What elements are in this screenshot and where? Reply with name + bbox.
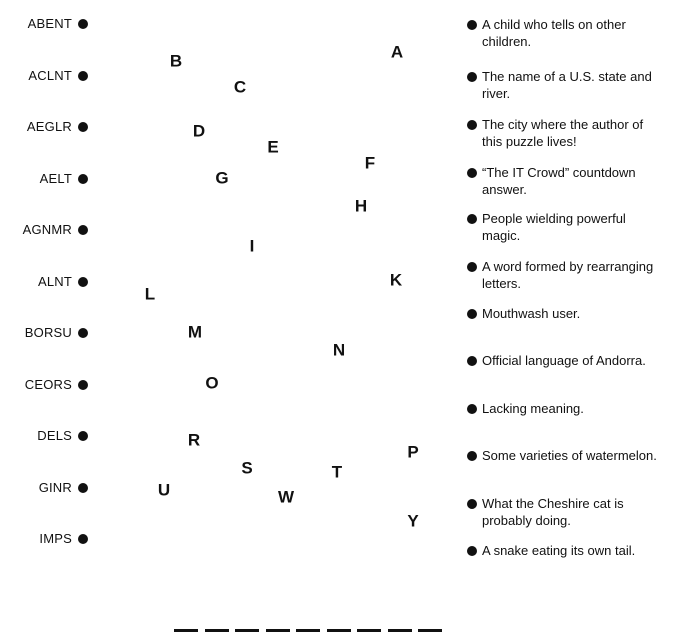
center-letter[interactable]: H <box>354 196 368 216</box>
center-letter[interactable]: Y <box>407 511 419 531</box>
connect-dot[interactable] <box>467 20 477 30</box>
center-letter[interactable]: G <box>215 168 229 188</box>
connect-dot[interactable] <box>78 380 88 390</box>
left-word-label: IMPS <box>39 531 72 546</box>
center-letter[interactable]: I <box>249 236 255 256</box>
answer-blank[interactable] <box>205 629 229 632</box>
connect-dot[interactable] <box>467 546 477 556</box>
left-word-item[interactable] <box>0 66 88 86</box>
clue-text: “The IT Crowd” countdown answer. <box>482 165 636 197</box>
left-word-item[interactable] <box>0 14 88 34</box>
connect-dot[interactable] <box>78 174 88 184</box>
connect-dot[interactable] <box>467 72 477 82</box>
left-word-label: AGNMR <box>22 222 72 237</box>
left-word-item[interactable] <box>0 529 88 549</box>
center-letter[interactable]: F <box>364 153 376 173</box>
left-word-label: GINR <box>38 479 72 495</box>
clue-text: The city where the author of this puzzle lives! <box>482 117 644 149</box>
left-word-label: CEORS <box>24 376 72 392</box>
clue-text: A child who tells on other children. <box>482 17 626 49</box>
clue-text: People wielding powerful magic. <box>482 211 626 243</box>
clue-text: A word formed by rearranging letters. <box>482 259 654 291</box>
answer-blank[interactable] <box>357 629 381 632</box>
left-word-label: ACLNT <box>28 67 72 83</box>
left-word-item[interactable] <box>0 426 88 446</box>
center-letter[interactable]: P <box>407 442 419 462</box>
answer-blank[interactable] <box>266 629 290 632</box>
center-letter[interactable]: C <box>233 77 247 97</box>
left-word-item[interactable] <box>0 375 88 395</box>
center-letter[interactable]: B <box>169 51 183 71</box>
center-letter[interactable]: K <box>389 270 403 290</box>
answer-blank[interactable] <box>327 629 351 632</box>
connect-dot[interactable] <box>467 404 477 414</box>
connect-dot[interactable] <box>78 225 88 235</box>
left-word-label: AELT <box>39 170 72 186</box>
left-word-label: AEGLR <box>26 119 72 134</box>
answer-blank[interactable] <box>235 629 259 632</box>
connect-dot[interactable] <box>467 309 477 319</box>
connect-dot[interactable] <box>78 431 88 441</box>
connect-dot[interactable] <box>467 214 477 224</box>
clue-text: Official language of Andorra. <box>482 353 646 368</box>
connect-dot[interactable] <box>467 356 477 366</box>
connect-dot[interactable] <box>78 534 88 544</box>
connect-dot[interactable] <box>78 483 88 493</box>
connect-dot[interactable] <box>467 499 477 509</box>
answer-blank[interactable] <box>296 629 320 632</box>
clue-text: Lacking meaning. <box>482 401 584 416</box>
center-letter[interactable]: M <box>187 322 203 342</box>
answer-blank[interactable] <box>418 629 442 632</box>
clue-text: The name of a U.S. state and river. <box>482 69 652 101</box>
left-word-item[interactable] <box>0 117 88 137</box>
center-letter[interactable]: U <box>157 480 171 500</box>
connect-dot[interactable] <box>78 19 88 29</box>
connect-dot[interactable] <box>78 277 88 287</box>
connect-dot[interactable] <box>467 168 477 178</box>
clue-text: Some varieties of watermelon. <box>482 448 657 463</box>
center-letter[interactable]: S <box>241 458 253 478</box>
answer-blank[interactable] <box>388 629 412 632</box>
connect-dot[interactable] <box>467 120 477 130</box>
center-letter[interactable]: O <box>205 373 219 393</box>
center-letter[interactable]: L <box>144 284 156 304</box>
left-word-label: ABENT <box>27 16 72 31</box>
left-word-item[interactable] <box>0 220 88 240</box>
center-letter[interactable]: A <box>390 42 404 62</box>
left-word-label: DELS <box>37 428 72 443</box>
clue-text: Mouthwash user. <box>482 306 581 321</box>
left-word-item[interactable] <box>0 272 88 292</box>
center-letter[interactable]: R <box>187 430 201 450</box>
clue-text: A snake eating its own tail. <box>482 543 636 558</box>
center-letter[interactable]: W <box>277 487 295 507</box>
center-letter[interactable]: T <box>331 462 343 482</box>
answer-blank[interactable] <box>174 629 198 632</box>
left-word-label: ALNT <box>37 273 72 289</box>
center-letter[interactable]: N <box>332 340 346 360</box>
connect-dot[interactable] <box>78 71 88 81</box>
clue-text: What the Cheshire cat is probably doing. <box>482 496 624 528</box>
left-word-label: BORSU <box>24 325 72 340</box>
left-word-item[interactable] <box>0 478 88 498</box>
connect-dot[interactable] <box>78 328 88 338</box>
connect-dot[interactable] <box>467 262 477 272</box>
connect-dot[interactable] <box>467 451 477 461</box>
connect-dot[interactable] <box>78 122 88 132</box>
center-letter[interactable]: D <box>192 121 206 141</box>
left-word-item[interactable] <box>0 169 88 189</box>
center-letter[interactable]: E <box>267 137 279 157</box>
left-word-item[interactable] <box>0 323 88 343</box>
